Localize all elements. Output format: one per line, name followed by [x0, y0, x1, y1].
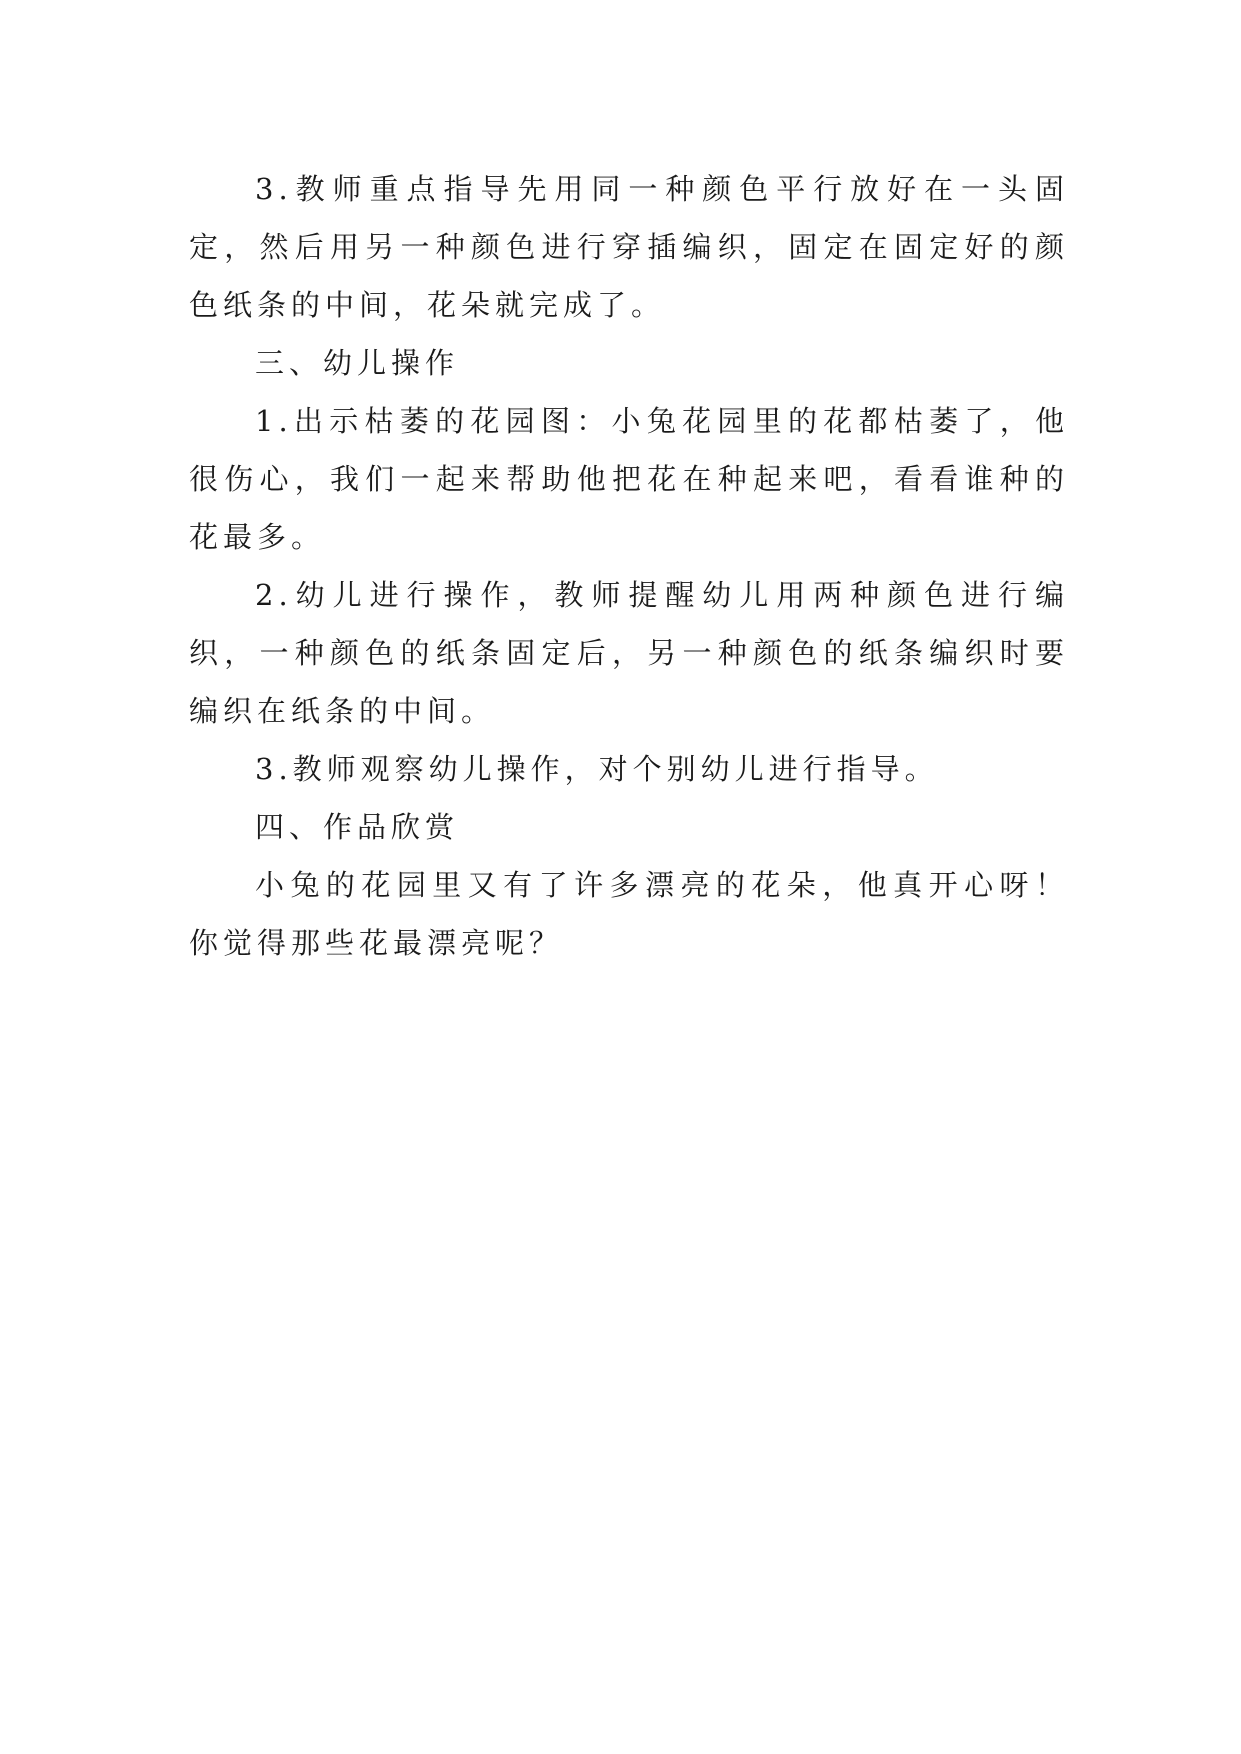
paragraph-appreciation-question: 小兔的花园里又有了许多漂亮的花朵，他真开心呀！你觉得那些花最漂亮呢？ [189, 868, 1069, 960]
paragraph-step-1-show-garden: 1.出示枯萎的花园图：小兔花园里的花都枯萎了，他很伤心，我们一起来帮助他把花在种起来吧，看看谁种的花最多。 [189, 404, 1069, 554]
document-body [189, 160, 1069, 972]
section-heading-child-operation: 三、幼儿操作 [255, 346, 460, 380]
paragraph-step-3-guidance: 3.教师重点指导先用同一种颜色平行放好在一头固定，然后用另一种颜色进行穿插编织，固定在固定好的颜色纸条的中间，花朵就完成了。 [189, 172, 1069, 322]
section-heading-work-appreciation: 四、作品欣赏 [255, 810, 460, 844]
paragraph-step-3-observation: 3.教师观察幼儿操作，对个别幼儿进行指导。 [255, 752, 939, 786]
paragraph-step-2-child-operation: 2.幼儿进行操作，教师提醒幼儿用两种颜色进行编织，一种颜色的纸条固定后，另一种颜色的纸条编织时要编织在纸条的中间。 [189, 578, 1069, 728]
